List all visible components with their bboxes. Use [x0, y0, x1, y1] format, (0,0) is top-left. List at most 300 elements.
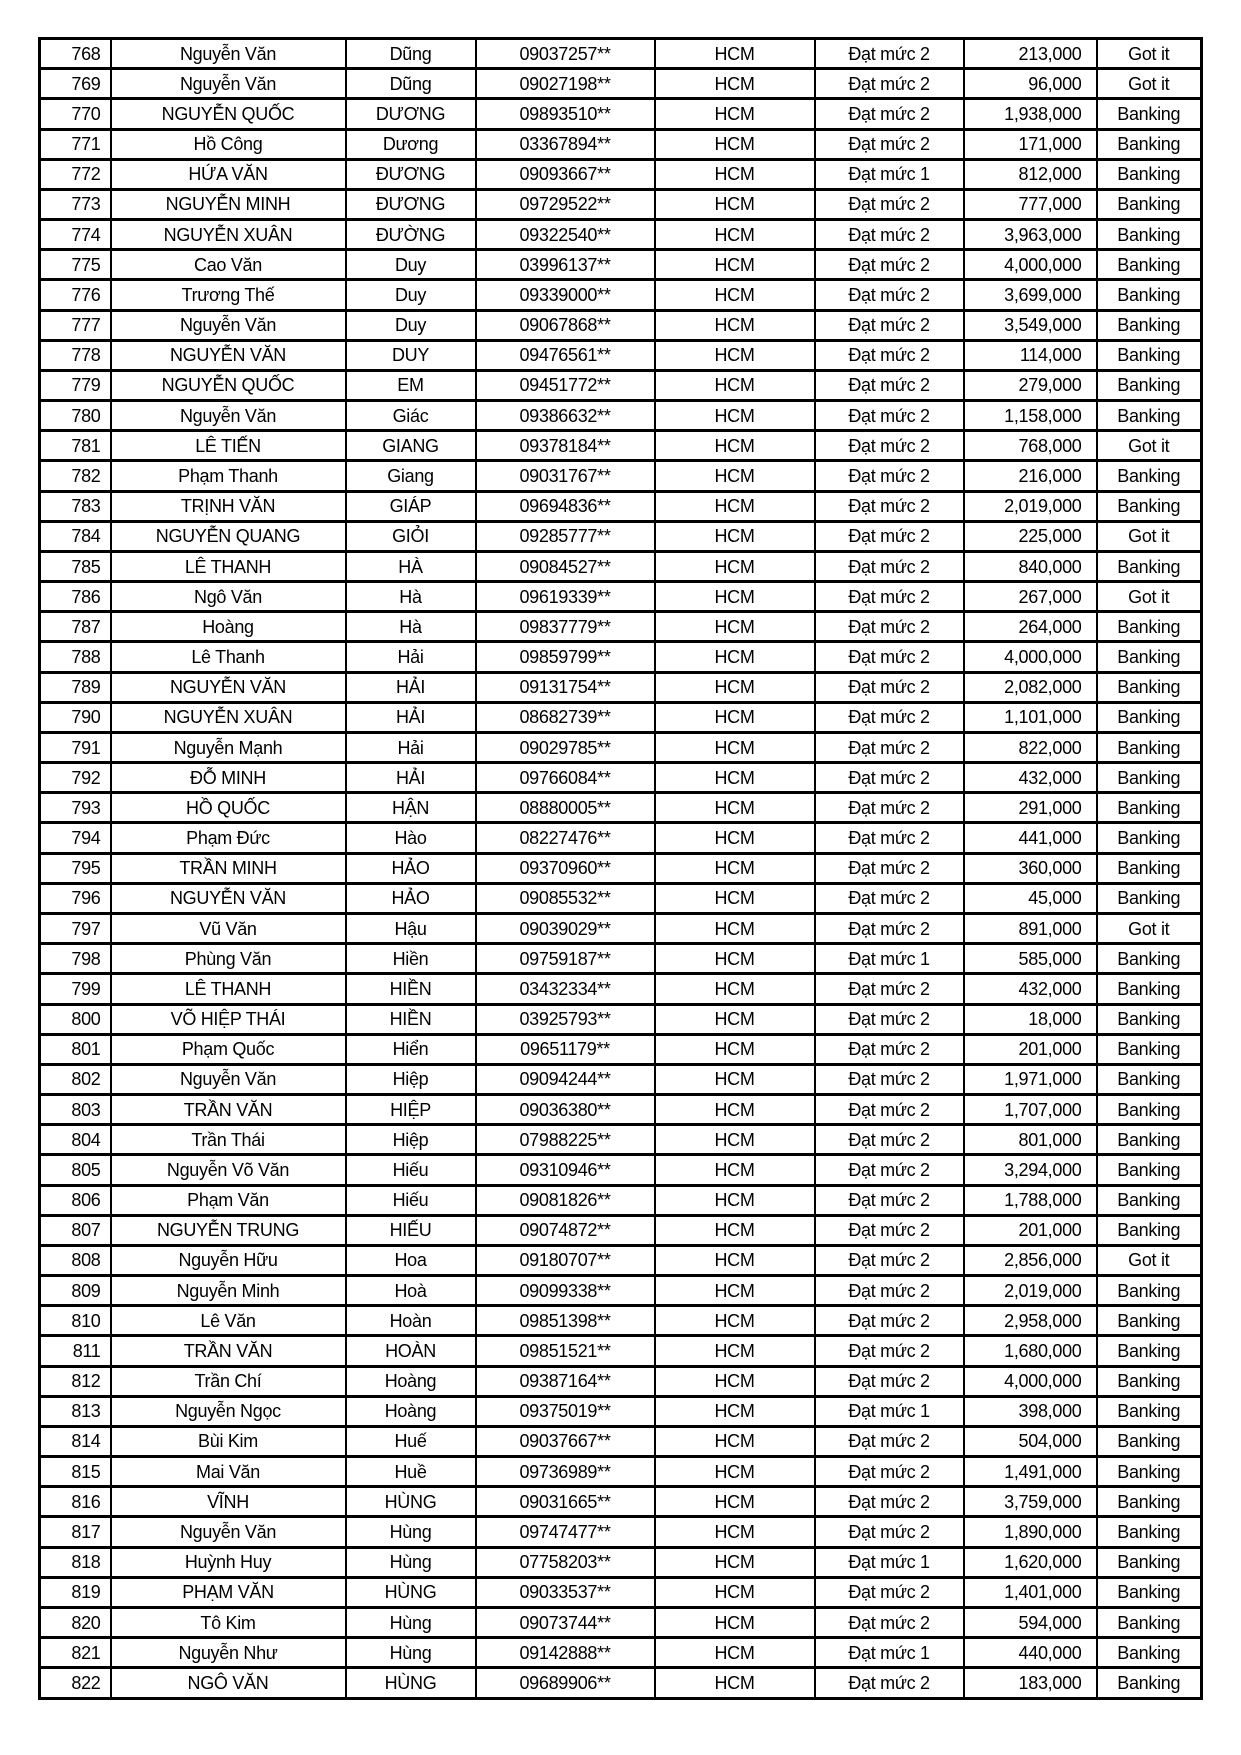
cell-phone: 09619339**: [476, 582, 655, 612]
cell-stt: 811: [40, 1336, 111, 1366]
cell-given_name: Giác: [346, 401, 476, 431]
cell-given_name: HIẾU: [346, 1215, 476, 1245]
cell-region: HCM: [655, 1457, 815, 1487]
cell-region: HCM: [655, 491, 815, 521]
cell-given_name: HẢO: [346, 853, 476, 883]
cell-stt: 789: [40, 672, 111, 702]
cell-given_name: Hà: [346, 582, 476, 612]
cell-stt: 821: [40, 1638, 111, 1668]
cell-amount: 891,000: [964, 913, 1097, 943]
cell-region: HCM: [655, 1095, 815, 1125]
cell-surname: Nguyễn Văn: [111, 39, 346, 69]
table-row: [40, 1004, 1202, 1034]
cell-given_name: Hậu: [346, 913, 476, 943]
cell-tier: Đạt mức 2: [815, 39, 964, 69]
cell-tier: Đạt mức 2: [815, 763, 964, 793]
cell-phone: 09031767**: [476, 461, 655, 491]
cell-given_name: DUY: [346, 340, 476, 370]
cell-amount: 398,000: [964, 1396, 1097, 1426]
table-row: [40, 732, 1202, 762]
cell-given_name: Hùng: [346, 1638, 476, 1668]
cell-given_name: HIỀN: [346, 974, 476, 1004]
cell-surname: Hồ Công: [111, 129, 346, 159]
cell-tier: Đạt mức 2: [815, 1306, 964, 1336]
cell-tier: Đạt mức 2: [815, 1577, 964, 1607]
cell-surname: Bùi Kim: [111, 1426, 346, 1456]
cell-amount: 777,000: [964, 189, 1097, 219]
cell-stt: 816: [40, 1487, 111, 1517]
cell-stt: 818: [40, 1547, 111, 1577]
cell-given_name: Dương: [346, 129, 476, 159]
cell-method: Banking: [1097, 1185, 1202, 1215]
cell-phone: 07758203**: [476, 1547, 655, 1577]
cell-region: HCM: [655, 702, 815, 732]
table-row: [40, 1366, 1202, 1396]
cell-stt: 773: [40, 189, 111, 219]
cell-region: HCM: [655, 401, 815, 431]
cell-phone: 09375019**: [476, 1396, 655, 1426]
cell-given_name: HOÀN: [346, 1336, 476, 1366]
cell-amount: 279,000: [964, 370, 1097, 400]
cell-amount: 1,401,000: [964, 1577, 1097, 1607]
cell-method: Banking: [1097, 1366, 1202, 1396]
cell-stt: 786: [40, 582, 111, 612]
cell-tier: Đạt mức 2: [815, 1607, 964, 1637]
cell-method: Got it: [1097, 69, 1202, 99]
cell-surname: Trần Chí: [111, 1366, 346, 1396]
cell-phone: 09180707**: [476, 1245, 655, 1275]
cell-method: Banking: [1097, 702, 1202, 732]
cell-given_name: Hiệp: [346, 1125, 476, 1155]
cell-method: Got it: [1097, 582, 1202, 612]
cell-stt: 792: [40, 763, 111, 793]
cell-phone: 03367894**: [476, 129, 655, 159]
cell-phone: 09094244**: [476, 1064, 655, 1094]
table-row: [40, 69, 1202, 99]
cell-surname: NGUYỄN QUỐC: [111, 99, 346, 129]
table-row: [40, 491, 1202, 521]
cell-given_name: Hải: [346, 732, 476, 762]
cell-method: Banking: [1097, 1426, 1202, 1456]
cell-tier: Đạt mức 2: [815, 793, 964, 823]
cell-stt: 788: [40, 642, 111, 672]
cell-tier: Đạt mức 2: [815, 1517, 964, 1547]
cell-region: HCM: [655, 340, 815, 370]
cell-region: HCM: [655, 69, 815, 99]
cell-region: HCM: [655, 732, 815, 762]
cell-amount: 1,938,000: [964, 99, 1097, 129]
cell-stt: 804: [40, 1125, 111, 1155]
cell-method: Banking: [1097, 853, 1202, 883]
cell-phone: 09387164**: [476, 1366, 655, 1396]
cell-surname: NGUYỄN VĂN: [111, 672, 346, 702]
cell-amount: 1,101,000: [964, 702, 1097, 732]
cell-phone: 09759187**: [476, 944, 655, 974]
cell-phone: 09837779**: [476, 612, 655, 642]
cell-surname: Phạm Văn: [111, 1185, 346, 1215]
cell-region: HCM: [655, 461, 815, 491]
cell-method: Banking: [1097, 642, 1202, 672]
cell-tier: Đạt mức 2: [815, 1125, 964, 1155]
cell-region: HCM: [655, 1034, 815, 1064]
cell-tier: Đạt mức 2: [815, 642, 964, 672]
cell-surname: PHẠM VĂN: [111, 1577, 346, 1607]
cell-tier: Đạt mức 2: [815, 69, 964, 99]
cell-amount: 45,000: [964, 883, 1097, 913]
cell-phone: 09378184**: [476, 431, 655, 461]
cell-stt: 771: [40, 129, 111, 159]
table-row: [40, 883, 1202, 913]
table-row: [40, 521, 1202, 551]
cell-method: Got it: [1097, 1245, 1202, 1275]
cell-stt: 775: [40, 250, 111, 280]
cell-surname: NGUYỄN MINH: [111, 189, 346, 219]
cell-amount: 1,788,000: [964, 1185, 1097, 1215]
cell-amount: 291,000: [964, 793, 1097, 823]
cell-phone: 09033537**: [476, 1577, 655, 1607]
cell-surname: NGUYỄN VĂN: [111, 340, 346, 370]
cell-phone: 03925793**: [476, 1004, 655, 1034]
cell-surname: Nguyễn Văn: [111, 69, 346, 99]
cell-phone: 09851521**: [476, 1336, 655, 1366]
cell-surname: NGUYỄN XUÂN: [111, 702, 346, 732]
cell-phone: 09689906**: [476, 1668, 655, 1699]
cell-given_name: HÙNG: [346, 1577, 476, 1607]
cell-surname: Lê Thanh: [111, 642, 346, 672]
cell-region: HCM: [655, 521, 815, 551]
cell-surname: TRỊNH VĂN: [111, 491, 346, 521]
cell-amount: 96,000: [964, 69, 1097, 99]
cell-amount: 171,000: [964, 129, 1097, 159]
cell-method: Banking: [1097, 1004, 1202, 1034]
table-row: [40, 370, 1202, 400]
cell-surname: Phùng Văn: [111, 944, 346, 974]
cell-tier: Đạt mức 2: [815, 913, 964, 943]
cell-region: HCM: [655, 99, 815, 129]
cell-given_name: Hùng: [346, 1607, 476, 1637]
cell-method: Banking: [1097, 280, 1202, 310]
cell-stt: 790: [40, 702, 111, 732]
cell-surname: Nguyễn Võ Văn: [111, 1155, 346, 1185]
cell-method: Banking: [1097, 310, 1202, 340]
cell-phone: 09476561**: [476, 340, 655, 370]
cell-surname: Trương Thế: [111, 280, 346, 310]
cell-phone: 08880005**: [476, 793, 655, 823]
cell-region: HCM: [655, 1638, 815, 1668]
table-row: [40, 250, 1202, 280]
cell-stt: 797: [40, 913, 111, 943]
cell-given_name: Hoa: [346, 1245, 476, 1275]
cell-method: Banking: [1097, 99, 1202, 129]
cell-amount: 4,000,000: [964, 1366, 1097, 1396]
table-row: [40, 1064, 1202, 1094]
cell-phone: 09694836**: [476, 491, 655, 521]
table-row: [40, 1245, 1202, 1275]
payout-list-table-body: [40, 39, 1202, 1699]
cell-surname: HỨA VĂN: [111, 159, 346, 189]
cell-phone: 09736989**: [476, 1457, 655, 1487]
cell-surname: Nguyễn Mạnh: [111, 732, 346, 762]
cell-surname: NGUYỄN XUÂN: [111, 220, 346, 250]
cell-given_name: Hiếu: [346, 1185, 476, 1215]
table-row: [40, 280, 1202, 310]
cell-stt: 784: [40, 521, 111, 551]
cell-region: HCM: [655, 1185, 815, 1215]
table-row: [40, 220, 1202, 250]
cell-phone: 09851398**: [476, 1306, 655, 1336]
cell-phone: 09027198**: [476, 69, 655, 99]
cell-region: HCM: [655, 582, 815, 612]
cell-region: HCM: [655, 280, 815, 310]
cell-tier: Đạt mức 2: [815, 1457, 964, 1487]
table-row: [40, 1396, 1202, 1426]
cell-given_name: EM: [346, 370, 476, 400]
cell-surname: TRẦN MINH: [111, 853, 346, 883]
cell-given_name: Giang: [346, 461, 476, 491]
cell-region: HCM: [655, 883, 815, 913]
cell-phone: 09093667**: [476, 159, 655, 189]
cell-stt: 779: [40, 370, 111, 400]
cell-given_name: HẢI: [346, 672, 476, 702]
cell-amount: 812,000: [964, 159, 1097, 189]
cell-method: Banking: [1097, 612, 1202, 642]
cell-tier: Đạt mức 2: [815, 732, 964, 762]
cell-tier: Đạt mức 2: [815, 1034, 964, 1064]
cell-surname: VĨNH: [111, 1487, 346, 1517]
cell-surname: Nguyễn Văn: [111, 1517, 346, 1547]
cell-given_name: Duy: [346, 250, 476, 280]
cell-given_name: GIỎI: [346, 521, 476, 551]
table-row: [40, 1607, 1202, 1637]
table-row: [40, 1155, 1202, 1185]
cell-amount: 201,000: [964, 1034, 1097, 1064]
cell-amount: 594,000: [964, 1607, 1097, 1637]
cell-tier: Đạt mức 2: [815, 672, 964, 702]
cell-amount: 264,000: [964, 612, 1097, 642]
cell-tier: Đạt mức 2: [815, 461, 964, 491]
cell-region: HCM: [655, 189, 815, 219]
cell-amount: 1,158,000: [964, 401, 1097, 431]
cell-region: HCM: [655, 250, 815, 280]
table-row: [40, 974, 1202, 1004]
table-row: [40, 1034, 1202, 1064]
cell-given_name: Hùng: [346, 1517, 476, 1547]
cell-stt: 791: [40, 732, 111, 762]
cell-tier: Đạt mức 2: [815, 220, 964, 250]
cell-method: Banking: [1097, 1064, 1202, 1094]
cell-method: Banking: [1097, 1095, 1202, 1125]
cell-stt: 800: [40, 1004, 111, 1034]
cell-surname: Ngô Văn: [111, 582, 346, 612]
cell-method: Got it: [1097, 431, 1202, 461]
cell-surname: Phạm Thanh: [111, 461, 346, 491]
cell-given_name: Hoàn: [346, 1306, 476, 1336]
table-row: [40, 1215, 1202, 1245]
cell-tier: Đạt mức 2: [815, 582, 964, 612]
cell-method: Banking: [1097, 1306, 1202, 1336]
cell-tier: Đạt mức 2: [815, 129, 964, 159]
cell-region: HCM: [655, 612, 815, 642]
cell-region: HCM: [655, 1004, 815, 1034]
cell-stt: 815: [40, 1457, 111, 1487]
cell-given_name: Hải: [346, 642, 476, 672]
cell-surname: Vũ Văn: [111, 913, 346, 943]
cell-tier: Đạt mức 2: [815, 1095, 964, 1125]
cell-stt: 768: [40, 39, 111, 69]
cell-stt: 783: [40, 491, 111, 521]
cell-phone: 09142888**: [476, 1638, 655, 1668]
cell-surname: Nguyễn Như: [111, 1638, 346, 1668]
cell-given_name: ĐƯỜNG: [346, 220, 476, 250]
cell-phone: 09131754**: [476, 672, 655, 702]
cell-surname: Nguyễn Hữu: [111, 1245, 346, 1275]
cell-region: HCM: [655, 431, 815, 461]
cell-region: HCM: [655, 672, 815, 702]
cell-phone: 09285777**: [476, 521, 655, 551]
cell-region: HCM: [655, 1366, 815, 1396]
cell-surname: Nguyễn Văn: [111, 310, 346, 340]
cell-amount: 822,000: [964, 732, 1097, 762]
table-row: [40, 431, 1202, 461]
cell-method: Got it: [1097, 521, 1202, 551]
cell-stt: 802: [40, 1064, 111, 1094]
cell-amount: 360,000: [964, 853, 1097, 883]
cell-surname: Nguyễn Văn: [111, 1064, 346, 1094]
cell-stt: 780: [40, 401, 111, 431]
table-row: [40, 159, 1202, 189]
cell-surname: Cao Văn: [111, 250, 346, 280]
table-row: [40, 1547, 1202, 1577]
cell-amount: 585,000: [964, 944, 1097, 974]
table-row: [40, 1125, 1202, 1155]
cell-tier: Đạt mức 1: [815, 944, 964, 974]
cell-stt: 820: [40, 1607, 111, 1637]
cell-amount: 4,000,000: [964, 642, 1097, 672]
cell-region: HCM: [655, 1336, 815, 1366]
cell-amount: 2,856,000: [964, 1245, 1097, 1275]
cell-region: HCM: [655, 310, 815, 340]
cell-phone: 09729522**: [476, 189, 655, 219]
cell-method: Banking: [1097, 1215, 1202, 1245]
table-row: [40, 551, 1202, 581]
cell-tier: Đạt mức 2: [815, 1276, 964, 1306]
cell-method: Banking: [1097, 1607, 1202, 1637]
cell-given_name: Hùng: [346, 1547, 476, 1577]
table-row: [40, 401, 1202, 431]
cell-method: Got it: [1097, 39, 1202, 69]
cell-tier: Đạt mức 2: [815, 1064, 964, 1094]
cell-given_name: Hoàng: [346, 1396, 476, 1426]
cell-region: HCM: [655, 129, 815, 159]
cell-phone: 09081826**: [476, 1185, 655, 1215]
cell-surname: NGUYỄN TRUNG: [111, 1215, 346, 1245]
cell-phone: 09451772**: [476, 370, 655, 400]
cell-surname: Nguyễn Ngọc: [111, 1396, 346, 1426]
cell-tier: Đạt mức 2: [815, 702, 964, 732]
cell-phone: 09073744**: [476, 1607, 655, 1637]
cell-surname: TRẦN VĂN: [111, 1095, 346, 1125]
cell-tier: Đạt mức 1: [815, 1638, 964, 1668]
cell-tier: Đạt mức 2: [815, 1245, 964, 1275]
cell-given_name: Dũng: [346, 39, 476, 69]
cell-given_name: HIỆP: [346, 1095, 476, 1125]
table-row: [40, 642, 1202, 672]
payout-list-table: [38, 37, 1203, 1700]
cell-region: HCM: [655, 159, 815, 189]
cell-amount: 213,000: [964, 39, 1097, 69]
cell-given_name: Hiền: [346, 944, 476, 974]
cell-given_name: HẢO: [346, 883, 476, 913]
cell-given_name: Hoà: [346, 1276, 476, 1306]
cell-stt: 776: [40, 280, 111, 310]
cell-given_name: Hiển: [346, 1034, 476, 1064]
cell-phone: 09084527**: [476, 551, 655, 581]
cell-region: HCM: [655, 1668, 815, 1699]
cell-method: Banking: [1097, 250, 1202, 280]
cell-method: Banking: [1097, 401, 1202, 431]
cell-amount: 3,549,000: [964, 310, 1097, 340]
cell-phone: 09037257**: [476, 39, 655, 69]
cell-method: Banking: [1097, 1638, 1202, 1668]
cell-stt: 778: [40, 340, 111, 370]
cell-tier: Đạt mức 2: [815, 1366, 964, 1396]
cell-amount: 1,620,000: [964, 1547, 1097, 1577]
cell-amount: 840,000: [964, 551, 1097, 581]
table-row: [40, 793, 1202, 823]
cell-surname: VÕ HIỆP THÁI: [111, 1004, 346, 1034]
table-row: [40, 1306, 1202, 1336]
cell-given_name: Dũng: [346, 69, 476, 99]
cell-surname: NGÔ VĂN: [111, 1668, 346, 1699]
table-row: [40, 944, 1202, 974]
table-row: [40, 1185, 1202, 1215]
cell-tier: Đạt mức 2: [815, 883, 964, 913]
cell-amount: 225,000: [964, 521, 1097, 551]
cell-region: HCM: [655, 551, 815, 581]
table-row: [40, 1336, 1202, 1366]
cell-surname: LÊ TIẾN: [111, 431, 346, 461]
cell-amount: 114,000: [964, 340, 1097, 370]
cell-tier: Đạt mức 2: [815, 250, 964, 280]
cell-surname: Phạm Đức: [111, 823, 346, 853]
cell-tier: Đạt mức 2: [815, 280, 964, 310]
cell-region: HCM: [655, 913, 815, 943]
cell-tier: Đạt mức 2: [815, 1668, 964, 1699]
cell-stt: 809: [40, 1276, 111, 1306]
cell-amount: 801,000: [964, 1125, 1097, 1155]
cell-phone: 09039029**: [476, 913, 655, 943]
cell-phone: 09370960**: [476, 853, 655, 883]
cell-tier: Đạt mức 1: [815, 1547, 964, 1577]
cell-given_name: GIANG: [346, 431, 476, 461]
cell-amount: 1,707,000: [964, 1095, 1097, 1125]
cell-method: Banking: [1097, 1547, 1202, 1577]
cell-method: Banking: [1097, 732, 1202, 762]
cell-region: HCM: [655, 1517, 815, 1547]
table-row: [40, 1487, 1202, 1517]
table-row: [40, 340, 1202, 370]
cell-amount: 432,000: [964, 974, 1097, 1004]
cell-given_name: Hào: [346, 823, 476, 853]
cell-amount: 201,000: [964, 1215, 1097, 1245]
cell-stt: 774: [40, 220, 111, 250]
table-row: [40, 702, 1202, 732]
cell-region: HCM: [655, 1396, 815, 1426]
cell-given_name: Hiếu: [346, 1155, 476, 1185]
table-row: [40, 189, 1202, 219]
table-row: [40, 823, 1202, 853]
cell-surname: ĐỖ MINH: [111, 763, 346, 793]
